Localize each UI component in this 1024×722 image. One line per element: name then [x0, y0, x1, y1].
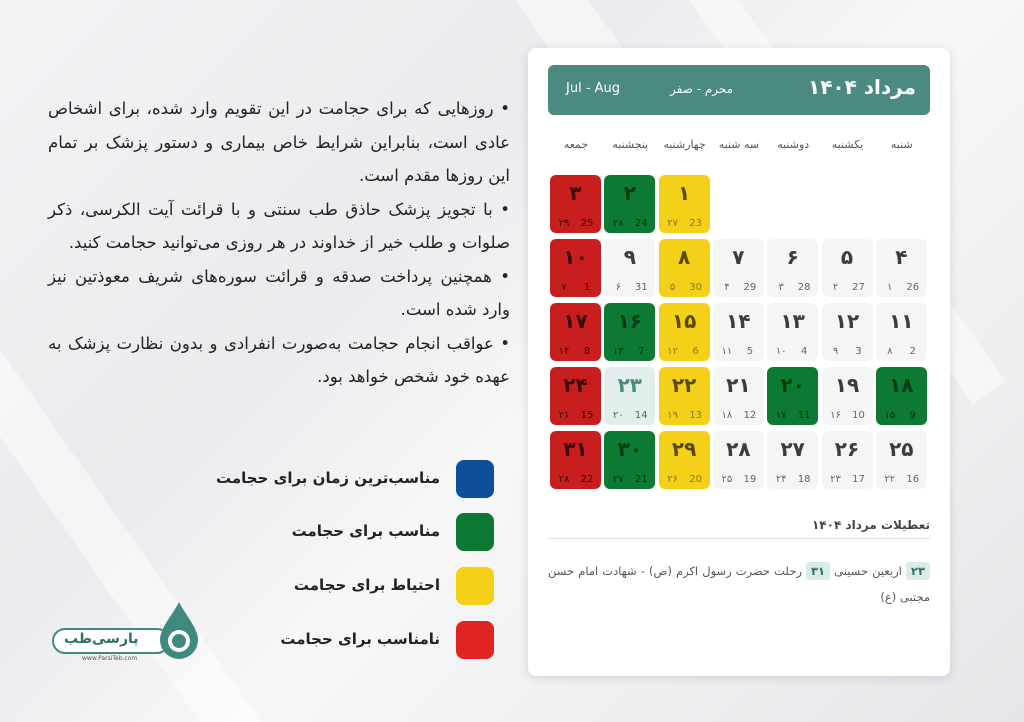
holidays-title: تعطیلات مرداد ۱۴۰۴ [811, 518, 930, 532]
day-number: ۲۹ [671, 437, 697, 461]
weekday-label: دوشنبه [777, 138, 810, 151]
hijri-day: ۲۶ [667, 474, 678, 485]
gregorian-day: 30 [689, 282, 702, 293]
gregorian-day: 27 [852, 282, 865, 293]
day-number: ۲۶ [834, 437, 860, 461]
day-number: ۷ [732, 245, 745, 269]
day-cell[interactable] [659, 431, 710, 489]
gregorian-day: 3 [855, 346, 862, 357]
day-cell[interactable] [822, 303, 873, 361]
gregorian-day: 15 [580, 410, 594, 421]
holiday-day-badge: ۳۱ [806, 562, 830, 580]
paragraph-1: • روزهایی که برای حجامت در این تقویم وارد شده، برای اشخاص عادی است، بنابراین شرایط خاص بیماری و دستور پزشک بر تمام این روزها مقدم است. [48, 99, 510, 185]
weekday-label: چهارشنبه [663, 138, 706, 151]
hijri-day: ۲ [832, 282, 839, 293]
holiday-text: اربعین حسینی [834, 564, 902, 578]
hijri-day: ۴ [724, 282, 730, 293]
day-number: ۲۳ [617, 373, 642, 397]
gregorian-day: 25 [580, 218, 594, 229]
day-number: ۲ [623, 181, 636, 205]
gregorian-day: 9 [909, 410, 916, 421]
gregorian-day: 29 [743, 282, 757, 293]
day-number: ۳۰ [617, 437, 642, 461]
gregorian-day: 10 [852, 410, 865, 421]
day-number: ۳ [569, 181, 582, 205]
gregorian-day: 28 [797, 282, 811, 293]
legend-caution [232, 567, 494, 605]
weekday-label: جمعه [563, 138, 589, 151]
gregorian-day: 26 [906, 282, 920, 293]
hijri-day: ۱۹ [667, 410, 678, 421]
water-drop-icon [156, 600, 202, 660]
day-number: ۱۴ [726, 309, 751, 333]
day-number: ۴ [895, 245, 908, 269]
legend-label: مناسب‌ترین زمان برای حجامت [215, 469, 440, 487]
hijri-day: ۲۸ [612, 218, 624, 229]
day-number: ۳۱ [563, 437, 588, 461]
day-cell[interactable] [822, 367, 873, 425]
hijri-day: ۲۹ [558, 218, 570, 229]
hijri-day: ۲۷ [612, 474, 624, 485]
gregorian-day: 6 [692, 346, 699, 357]
holidays-list [548, 558, 930, 610]
day-number: ۹ [623, 245, 636, 269]
hijri-day: ۶ [615, 282, 621, 293]
day-number: ۱ [677, 181, 691, 205]
day-cell[interactable] [713, 431, 764, 489]
day-cell[interactable] [659, 239, 710, 297]
legend-label: احتیاط برای حجامت [293, 576, 440, 594]
day-cell[interactable] [550, 239, 601, 297]
day-number: ۱۱ [889, 309, 914, 333]
logo-brand: پارسی‌طب [64, 631, 139, 647]
day-cell[interactable] [713, 239, 764, 297]
day-cell[interactable] [767, 239, 818, 297]
legend-best [215, 460, 494, 498]
gregorian-day: 7 [638, 346, 645, 357]
hijri-day: ۲۸ [558, 474, 570, 485]
gregorian-day: 5 [746, 346, 754, 357]
hijri-day: ۸ [887, 346, 893, 357]
day-number: ۲۷ [780, 437, 805, 461]
calendar-card [528, 48, 950, 676]
day-number: ۵ [840, 245, 854, 269]
hijri-day: ۲۰ [612, 410, 624, 421]
gregorian-day: 18 [797, 474, 811, 485]
day-number: ۲۱ [726, 373, 751, 397]
legend-label: مناسب برای حجامت [291, 522, 440, 540]
legend-swatch-yellow [456, 567, 494, 605]
hijri-day: ۲۵ [721, 474, 733, 485]
hijri-day: ۳ [778, 282, 784, 293]
calendar-grid [550, 175, 930, 495]
day-cell[interactable] [604, 431, 655, 489]
description-text [48, 92, 510, 394]
day-cell[interactable] [604, 303, 655, 361]
logo-url: www.ParsiTeb.com [82, 655, 138, 662]
day-number: ۱۶ [617, 309, 642, 333]
gregorian-months: Jul - Aug [566, 81, 621, 96]
day-cell[interactable] [876, 367, 927, 425]
parsiteb-logo [52, 600, 192, 660]
day-cell[interactable] [550, 431, 601, 489]
day-cell[interactable] [550, 367, 601, 425]
day-number: ۱۲ [834, 309, 860, 333]
gregorian-day: 12 [743, 410, 757, 421]
hijri-day: ۲۲ [884, 474, 896, 485]
day-number: ۲۰ [780, 373, 805, 397]
gregorian-day: 16 [906, 474, 920, 485]
day-cell[interactable] [713, 367, 764, 425]
day-cell[interactable] [767, 303, 818, 361]
hijri-day: ۱۶ [830, 410, 841, 421]
hijri-day: ۱ [887, 282, 893, 293]
weekday-label: یکشنبه [831, 138, 864, 151]
paragraph-2: • با تجویز پزشک حاذق طب سنتی و با قرائت آیت الکرسی، ذکر صلوات و طلب خیر از خداوند در هر روزی می‌توانید حجامت کنید. [48, 199, 510, 252]
month-title: مرداد ۱۴۰۴ [808, 75, 916, 99]
hijri-day: ۱۰ [775, 346, 787, 357]
gregorian-day: 31 [634, 282, 648, 293]
legend-swatch-blue [456, 460, 494, 498]
paragraph-4: • عواقب انجام حجامت به‌صورت انفرادی و بدون نظارت پزشک به عهده خود شخص خواهد بود. [48, 333, 510, 386]
legend-swatch-green [456, 513, 494, 551]
holiday-day-badge: ۲۳ [906, 562, 930, 580]
day-cell[interactable] [767, 367, 818, 425]
day-cell[interactable] [550, 303, 601, 361]
gregorian-day: 2 [909, 346, 916, 357]
day-cell[interactable] [604, 239, 655, 297]
weekday-label: سه شنبه [718, 138, 760, 151]
hijri-day: ۱۸ [721, 410, 733, 421]
hijri-day: ۹ [832, 346, 839, 357]
day-cell[interactable] [604, 175, 655, 233]
day-cell[interactable] [876, 303, 927, 361]
day-number: ۲۲ [671, 373, 697, 397]
day-cell[interactable] [604, 367, 655, 425]
day-cell[interactable] [822, 431, 873, 489]
hijri-months: محرم - صفر [670, 82, 734, 96]
gregorian-day: 20 [689, 474, 702, 485]
day-number: ۲۵ [889, 437, 914, 461]
holiday-text: رحلت حضرت رسول اکرم (ص) - شهادت امام حسن مجتبی (ع) [548, 564, 930, 604]
day-cell[interactable] [767, 431, 818, 489]
weekday-row [550, 138, 930, 158]
hijri-day: ۱۷ [775, 410, 787, 421]
gregorian-day: 14 [634, 410, 648, 421]
hijri-day: ۱۱ [721, 346, 733, 357]
legend-unsuitable [232, 621, 494, 659]
day-number: ۱۹ [834, 373, 860, 397]
holidays-divider [548, 538, 930, 539]
hijri-day: ۲۱ [558, 410, 570, 421]
hijri-day: ۱۲ [667, 346, 678, 357]
day-cell[interactable] [822, 239, 873, 297]
day-number: ۱۵ [671, 309, 697, 333]
gregorian-day: 19 [743, 474, 757, 485]
day-cell[interactable] [550, 175, 601, 233]
gregorian-day: 8 [583, 346, 591, 357]
hijri-day: ۱۴ [558, 346, 570, 357]
gregorian-day: 21 [634, 474, 648, 485]
hijri-day: ۱۵ [884, 410, 896, 421]
day-cell[interactable] [713, 303, 764, 361]
gregorian-day: 4 [801, 346, 808, 357]
day-number: ۱۷ [563, 309, 588, 333]
paragraph-3: • همچنین پرداخت صدقه و قرائت سوره‌های شریف معوذتین نیز وارد شده است. [48, 266, 510, 319]
day-cell[interactable] [876, 239, 927, 297]
legend-suitable [232, 513, 494, 551]
gregorian-day: 23 [689, 218, 702, 229]
hijri-day: ۷ [561, 282, 567, 293]
day-number: ۲۴ [563, 373, 588, 397]
weekday-label: شنبه [890, 138, 913, 151]
hijri-day: ۱۳ [612, 346, 624, 357]
day-cell[interactable] [659, 367, 710, 425]
day-number: ۶ [786, 245, 799, 269]
day-cell[interactable] [659, 303, 710, 361]
legend-label: نامناسب برای حجامت [280, 630, 440, 648]
day-number: ۱۰ [563, 245, 588, 269]
day-number: ۱۸ [889, 373, 914, 397]
day-number: ۱۳ [780, 309, 805, 333]
hijri-day: ۲۳ [830, 474, 841, 485]
gregorian-day: 24 [634, 218, 648, 229]
gregorian-day: 1 [583, 282, 591, 293]
gregorian-day: 17 [852, 474, 865, 485]
day-number: ۸ [677, 245, 691, 269]
day-cell[interactable] [876, 431, 927, 489]
hijri-day: ۲۴ [775, 474, 787, 485]
hijri-day: ۵ [669, 282, 676, 293]
weekday-label: پنجشنبه [612, 138, 649, 151]
hijri-day: ۲۷ [667, 218, 678, 229]
day-number: ۲۸ [726, 437, 751, 461]
calendar-header [548, 65, 930, 115]
legend-swatch-red [456, 621, 494, 659]
gregorian-day: 11 [797, 410, 811, 421]
gregorian-day: 13 [689, 410, 702, 421]
gregorian-day: 22 [580, 474, 594, 485]
day-cell[interactable] [659, 175, 710, 233]
